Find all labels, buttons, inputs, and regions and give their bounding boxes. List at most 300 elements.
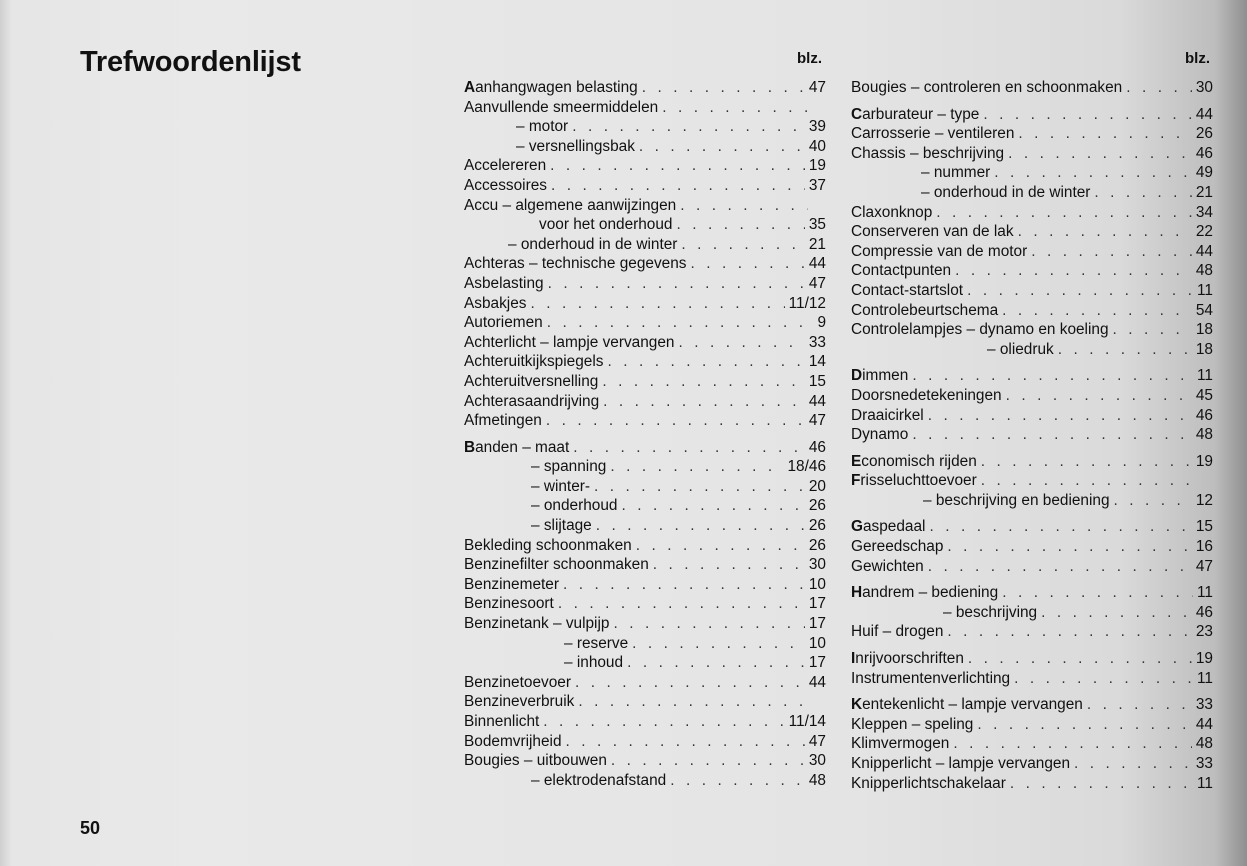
index-entry-label [464,457,606,477]
dot-leader [677,215,805,235]
index-entry [851,320,1213,340]
index-entry [464,294,826,314]
index-entry-label [464,176,547,196]
index-entry-text: andrem – bediening [862,584,999,602]
dot-leader [575,673,805,693]
index-entry [851,491,1213,511]
index-entry-label [464,575,559,595]
index-entry-initial: A [464,79,476,96]
index-entry [851,105,1213,125]
dot-leader [566,732,805,752]
index-entry-label [464,235,677,255]
index-entry-page: 48 [808,771,826,789]
index-entry-label [464,137,635,157]
index-entry-page: 12 [1195,491,1213,509]
index-entry [851,242,1213,262]
dot-leader [1010,774,1193,794]
index-entry-text: Benzinetank – vulpijp [464,615,610,633]
index-entry-text: risseluchttoevoer [860,472,977,490]
index-entry-text: Aanvullende smeermiddelen [464,98,659,116]
index-entry-page: 35 [808,216,826,234]
dot-leader [1113,320,1192,340]
dot-leader [632,634,805,654]
index-entry-text: Knipperlicht – lampje vervangen [851,755,1071,772]
index-entry [851,583,1213,603]
index-entry-label [464,516,592,536]
index-entry [464,477,826,497]
index-entry [851,557,1213,577]
index-entry [464,594,826,614]
dot-leader [1074,754,1192,774]
dot-leader [1008,144,1192,164]
index-entry-label [464,372,598,392]
index-entry-page: 45 [1195,386,1213,404]
index-entry-label [464,98,658,118]
index-entry [851,183,1213,203]
dot-leader [681,235,804,255]
index-entry-text: Benzinemeter [464,575,559,593]
index-entry-label [464,634,628,654]
dot-leader [613,614,804,634]
index-entry-page: 49 [1195,164,1213,182]
index-entry-label [851,695,1083,715]
index-entry-page: 17 [808,595,826,613]
dot-leader [573,438,805,458]
index-entry-page: 48 [1195,262,1213,280]
dot-leader [981,452,1192,472]
index-entry-text: – oliedruk [987,340,1054,358]
index-entry-initial: I [851,650,856,668]
dot-leader [653,555,805,575]
index-entry-page: 30 [808,752,826,770]
index-entry-text: – versnellingsbak [516,137,635,155]
index-entry [464,771,826,791]
index-entry-label [851,242,1027,262]
index-entry-text: Gereedschap [851,538,944,556]
index-entry-label [851,281,963,301]
dot-leader [551,176,805,196]
index-entry-page: 44 [808,673,826,691]
index-entry-page: 11/14 [788,713,826,730]
index-entry [851,386,1213,406]
index-entry [464,653,826,673]
index-entry-label [851,386,1002,406]
index-entry [464,438,826,458]
dot-leader [968,649,1192,669]
dot-leader [602,372,805,392]
index-entry-label [464,392,599,412]
index-entry-initial: B [464,438,476,456]
index-entry-text: Achterasaandrijving [464,392,600,410]
index-entry-label [851,340,1054,360]
index-entry-label [464,555,649,575]
dot-leader [670,771,805,791]
index-entry [851,203,1213,223]
index-column-1 [464,78,826,790]
dot-leader [594,477,805,497]
dot-leader [928,406,1192,426]
dot-leader [928,557,1192,577]
dot-leader [912,425,1192,445]
index-entry-text: – motor [516,118,569,136]
index-entry-label [464,692,574,712]
index-entry [464,516,826,536]
dot-leader [981,471,1195,491]
index-entry-initial: C [851,105,863,123]
index-entry-label [851,622,943,642]
index-entry-label [851,425,908,445]
index-entry [851,754,1213,774]
index-entry-text: Kleppen – speling [851,715,974,733]
index-entry-initial: G [851,518,863,536]
index-entry-page: 11 [1197,584,1213,602]
index-entry-page: 46 [808,438,826,456]
index-entry-page: 44 [808,255,826,273]
index-entry-page: 33 [1195,755,1213,772]
index-entry [851,622,1213,642]
index-entry [851,281,1213,301]
index-entry-initial: D [851,367,863,385]
index-entry [851,144,1213,164]
index-entry [851,222,1213,242]
index-entry-label [851,183,1090,203]
index-entry-text: entekenlicht – lampje vervangen [862,696,1083,714]
dot-leader [558,594,805,614]
index-entry-label [464,614,609,634]
index-entry-text: Claxonknop [851,203,933,221]
index-entry [464,575,826,595]
blz-header-col2: blz. [1185,50,1210,67]
index-entry-text: – onderhoud in de winter [921,183,1091,201]
dot-leader [1014,669,1193,689]
index-entry-text: voor het onderhoud [539,216,673,234]
index-entry-page: 9 [817,314,826,332]
index-entry-initial: E [851,452,862,470]
dot-leader [543,712,784,732]
index-entry [464,536,826,556]
dot-leader [983,105,1192,125]
index-entry [464,692,826,712]
index-entry [464,313,826,333]
index-entry-text: Carrosserie – ventileren [851,125,1015,143]
page-number: 50 [80,818,101,838]
index-entry-text: Compressie van de motor [851,242,1028,260]
index-column-2 [851,78,1213,793]
dot-leader [642,78,805,98]
index-entry-page: 46 [1195,144,1213,162]
index-entry [464,614,826,634]
index-entry-page: 47 [808,274,826,292]
index-entry-text: Draaicirkel [851,406,924,424]
dot-leader [1094,183,1191,203]
index-entry-page: 17 [808,615,826,633]
page-title: Trefwoordenlijst [80,46,301,78]
index-entry-label [851,261,951,281]
dot-leader [546,411,805,431]
dot-leader [548,274,805,294]
index-entry [464,352,826,372]
index-entry-label [464,215,673,235]
index-entry-text: Achteruitkijkspiegels [464,353,604,371]
dot-leader [1018,124,1191,144]
index-entry [464,751,826,771]
index-entry [464,156,826,176]
dot-leader [572,117,805,137]
dot-leader [678,333,804,353]
index-entry-initial: F [851,472,861,490]
index-entry-page: 19 [1195,452,1213,470]
index-entry-label [464,313,543,333]
index-entry-text: Bekleding schoonmaken [464,536,632,554]
index-entry-text: Bodemvrijheid [464,732,562,750]
dot-leader [994,163,1192,183]
index-entry-page: 16 [1195,538,1213,556]
index-entry-label [851,78,1122,98]
index-entry-label [464,732,562,752]
dot-leader [547,313,808,333]
dot-leader [1002,301,1192,321]
index-entry [464,98,826,118]
index-entry-label [464,352,603,372]
index-entry-text: Asbelasting [464,274,544,292]
index-entry-text: Gewichten [851,557,924,575]
index-entry-page: 23 [1195,623,1213,641]
index-entry-page: 44 [1195,715,1213,733]
index-entry-text: Knipperlichtschakelaar [851,774,1006,792]
index-entry-page: 18 [1195,340,1213,358]
index-entry-text: Controlebeurtschema [851,301,999,319]
index-entry-label [851,320,1109,340]
index-entry-page: 21 [808,235,826,253]
index-entry-text: Achteruitversnelling [464,372,599,390]
index-entry-text: – onderhoud [531,497,618,515]
index-entry-text: aspedaal [862,518,926,536]
index-entry-initial: H [851,584,863,602]
index-entry [464,392,826,412]
dot-leader [611,751,805,771]
index-entry-label [851,105,979,125]
index-entry-page: 17 [808,654,826,672]
index-entry-page: 19 [808,157,826,175]
index-entry-text: immen [862,367,909,385]
index-entry-page: 48 [1195,426,1213,444]
dot-leader [610,457,783,477]
index-entry-page: 18/46 [787,458,826,476]
index-entry-page: 39 [808,118,826,136]
index-entry-label [851,669,1010,689]
index-entry-page: 26 [808,536,826,554]
index-entry-page: 19 [1195,650,1213,668]
index-entry [464,555,826,575]
index-entry [464,274,826,294]
index-entry-text: – beschrijving [943,603,1038,621]
index-entry-page: 44 [808,392,826,410]
index-entry-label [851,222,1014,242]
index-entry [851,452,1213,472]
index-entry-text: Bougies – uitbouwen [464,752,607,770]
index-entry [851,124,1213,144]
dot-leader [1002,583,1193,603]
index-entry [464,235,826,255]
index-entry-label [851,366,908,386]
index-entry-label [464,78,638,98]
dot-leader [929,517,1191,537]
dot-leader [1058,340,1192,360]
index-entry-text: Asbakjes [464,294,527,312]
index-entry [851,261,1213,281]
dot-leader [530,294,784,314]
index-entry-label [464,196,676,216]
index-entry [464,78,826,98]
index-entry-label [464,254,686,274]
index-entry-label [464,653,623,673]
dot-leader [690,254,804,274]
index-entry-page: 44 [1195,105,1213,123]
index-entry [851,301,1213,321]
index-entry-text: – spanning [531,458,607,476]
index-entry-text: Accu – algemene aanwijzingen [464,196,677,214]
index-entry-label [464,771,666,791]
index-entry-page: 14 [808,353,826,371]
index-entry-page: 47 [808,412,826,430]
dot-leader [936,203,1192,223]
index-entry-label [851,649,964,669]
index-entry-page: 34 [1195,203,1213,221]
index-entry-page: 33 [1195,696,1213,714]
index-entry-text: Doorsnedetekeningen [851,386,1002,404]
index-entry-text: – slijtage [531,517,592,535]
index-entry-text: anden – maat [475,438,570,456]
index-entry [851,603,1213,623]
index-entry-page: 15 [1195,518,1213,536]
index-entry-page: 10 [808,634,826,652]
index-entry-label [464,117,568,137]
dot-leader [955,261,1192,281]
index-entry-initial: K [851,696,863,714]
index-entry-page: 11 [1197,281,1213,299]
index-entry-label [851,754,1070,774]
dot-leader [977,715,1192,735]
index-entry-label [464,333,674,353]
index-entry-text: Huif – drogen [851,623,944,641]
index-entry [464,196,826,216]
index-entry-text: arburateur – type [862,105,980,123]
blz-header-col1: blz. [797,50,822,67]
index-entry-label [464,294,526,314]
index-entry-text: nrijvoorschriften [855,650,964,668]
dot-leader [912,366,1193,386]
index-entry-label [851,715,973,735]
index-entry-label [464,477,590,497]
index-entry-label [464,751,607,771]
index-entry-page: 30 [808,556,826,574]
index-entry-text: Benzineverbruik [464,693,575,711]
index-entry-page: 26 [808,497,826,515]
index-entry-page: 48 [1195,735,1213,753]
index-entry-label [851,163,990,183]
index-entry-text: – elektrodenafstand [531,771,667,789]
index-entry [464,117,826,137]
index-entry-text: – nummer [921,164,991,182]
dot-leader [596,516,805,536]
dot-leader [607,352,804,372]
index-entry-page: 11 [1197,367,1213,385]
index-entry [851,517,1213,537]
index-entry-label [464,156,546,176]
index-entry-page: 11/12 [788,294,826,312]
index-entry-text: conomisch rijden [861,452,977,470]
dot-leader [563,575,805,595]
index-entry-page: 33 [808,333,826,351]
index-entry [464,457,826,477]
index-entry [851,669,1213,689]
index-entry-label [851,203,932,223]
index-entry-label [851,301,998,321]
index-entry-page: 26 [808,517,826,535]
index-entry-page: 30 [1195,79,1213,96]
index-entry-label [851,406,924,426]
index-entry-label [851,557,924,577]
index-entry [851,695,1213,715]
index-entry-text: Accelereren [464,157,547,175]
index-entry [464,634,826,654]
index-entry [851,340,1213,360]
index-entry-label [851,583,998,603]
index-entry-text: anhangwagen belasting [475,79,638,96]
dot-leader [1114,491,1192,511]
dot-leader [947,622,1191,642]
index-entry-page: 44 [1195,242,1213,260]
index-entry-text: – reserve [564,634,629,652]
index-entry-text: Chassis – beschrijving [851,144,1005,162]
index-entry-page: 46 [1195,603,1213,621]
index-entry-page: 40 [808,137,826,155]
index-entry-label [464,594,554,614]
index-entry-text: – winter- [531,477,591,495]
dot-leader [636,536,805,556]
index-entry-text: Contact-startslot [851,281,964,299]
dot-leader [1041,603,1192,623]
index-entry-label [851,144,1004,164]
index-entry [464,215,826,235]
index-entry [851,649,1213,669]
index-entry-text: Afmetingen [464,412,542,430]
index-entry-page: 21 [1195,183,1213,201]
index-entry-text: Dynamo [851,426,909,444]
index-entry-page: 26 [1195,125,1213,143]
index-entry-label [851,452,977,472]
dot-leader [662,98,808,118]
index-entry [851,774,1213,794]
index-entry [464,496,826,516]
dot-leader [1018,222,1192,242]
index-entry-text: Klimvermogen [851,735,950,753]
index-entry [464,712,826,732]
index-entry [851,425,1213,445]
index-entry-text: Benzinefilter schoonmaken [464,556,649,574]
index-entry-text: – inhoud [564,654,624,672]
index-entry-label [851,774,1006,794]
dot-leader [1031,242,1192,262]
index-entry-text: – beschrijving en bediening [923,491,1110,509]
index-entry-text: Achterlicht – lampje vervangen [464,333,675,351]
index-entry [851,163,1213,183]
index-entry-label [851,491,1110,511]
index-entry-text: Benzinetoevoer [464,673,571,691]
index-entry-text: Conserveren van de lak [851,223,1014,241]
index-entry-label [464,712,539,732]
index-entry-page: 47 [1195,557,1213,575]
